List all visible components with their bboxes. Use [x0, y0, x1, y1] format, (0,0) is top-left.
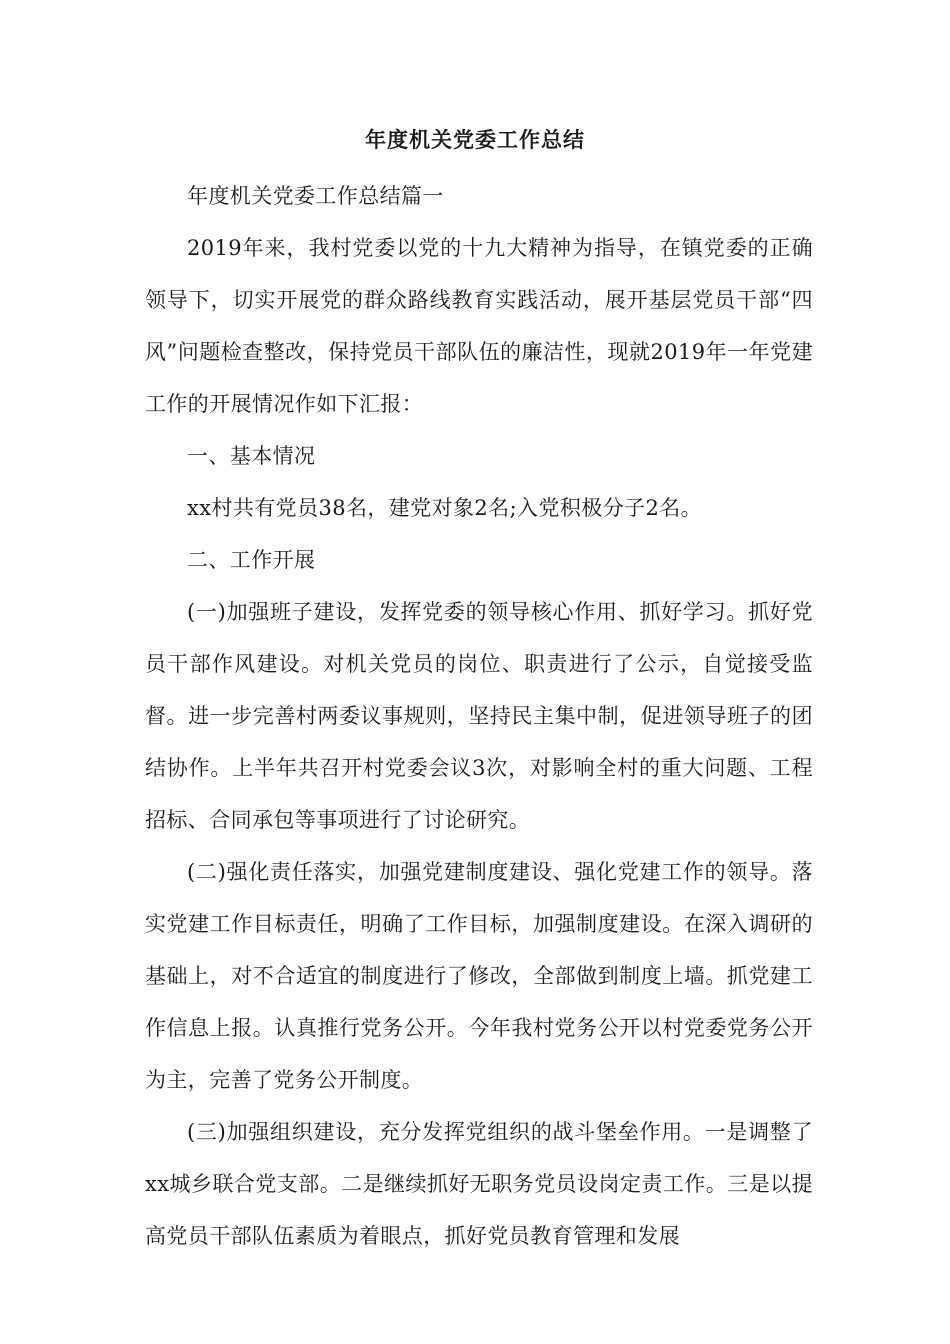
paragraph-organization: (三)加强组织建设，充分发挥党组织的战斗堡垒作用。一是调整了xx城乡联合党支部。二是继续抓好无职务党员设岗定责工作。三是以提高党员干部队伍素质为着眼点，抓好党员教育管理和发展	[145, 1120, 813, 1248]
document-title: 年度机关党委工作总结	[365, 127, 585, 152]
heading-basic-situation: 一、基本情况	[187, 444, 316, 468]
paragraph-team-building: (一)加强班子建设，发挥党委的领导核心作用、抓好学习。抓好党员干部作风建设。对机关党员的岗位、职责进行了公示，自觉接受监督。进一步完善村两委议事规则，坚持民主集中制，促进领导班子的团结协作。上半年共召开村党委会议3次，对影响全村的重大问题、工程招标、合同承包等事项进行了讨论研究。	[145, 600, 813, 832]
heading-work-progress: 二、工作开展	[187, 548, 316, 572]
paragraph-member-count: xx村共有党员38名，建党对象2名;入党积极分子2名。	[187, 496, 703, 520]
paragraph-intro: 2019年来，我村党委以党的十九大精神为指导，在镇党委的正确领导下，切实开展党的群众路线教育实践活动，展开基层党员干部“四风”问题检查整改，保持党员干部队伍的廉洁性，现就2019年一年党建工作的开展情况作如下汇报：	[145, 236, 813, 416]
paragraph-responsibility: (二)强化责任落实，加强党建制度建设、强化党建工作的领导。落实党建工作目标责任，明确了工作目标，加强制度建设。在深入调研的基础上，对不合适宜的制度进行了修改，全部做到制度上墙。抓党建工作信息上报。认真推行党务公开。今年我村党务公开以村党委党务公开为主，完善了党务公开制度。	[145, 860, 813, 1092]
section-heading: 年度机关党委工作总结篇一	[187, 184, 444, 208]
document-body	[145, 170, 813, 1262]
